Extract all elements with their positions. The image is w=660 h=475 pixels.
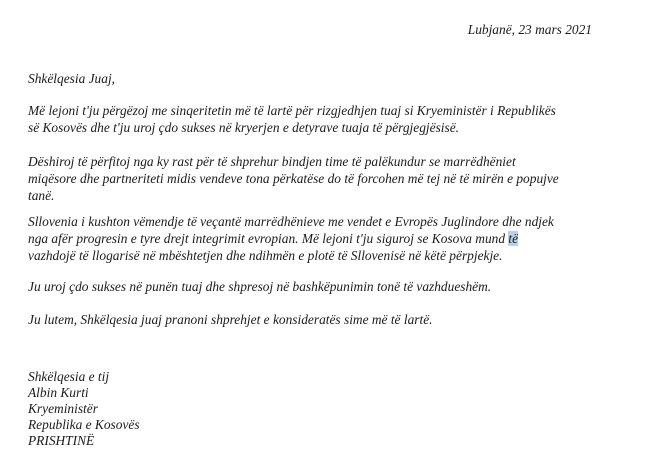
paragraph-line: Më lejoni t'ju përgëzoj me sinqeritetin më të lartë për rizgjedhjen tuaj si Kryeministër i Republikës [28, 103, 556, 118]
paragraph-wishes [28, 278, 628, 295]
paragraph-line: Dëshiroj të përfitoj nga ky rast për të shprehur bindjen time të palëkundur se marrëdhëniet [28, 154, 516, 169]
recipient-line: Republika e Kosovës [28, 417, 140, 432]
paragraph-line: Ju lutem, Shkëlqesia juaj pranoni shprehjet e konsideratës sime më të lartë. [28, 312, 433, 327]
paragraph-southeast-europe [28, 213, 628, 264]
selected-text-highlight: të [508, 231, 519, 246]
letter-date: Lubjanë, 23 mars 2021 [467, 22, 592, 37]
paragraph-closing [28, 311, 628, 328]
salutation-text: Shkëlqesia Juaj, [28, 71, 116, 86]
line-text: nga afër progresin e tyre drejt integrimit evropian. Më lejoni t'ju siguroj se Kosova mund [28, 231, 509, 246]
recipient-line: Shkëlqesia e tij [28, 369, 110, 384]
recipient-city: PRISHTINË [28, 433, 95, 448]
paragraph-line: vazhdojë të llogarisë në mbështetjen dhe ndihmën e plotë të Sllovenisë në këtë përpjekje. [28, 248, 503, 263]
paragraph-line: Ju uroj çdo sukses në punën tuaj dhe shpresoj në bashkëpunimin tonë të vazhdueshëm. [28, 279, 492, 294]
paragraph-line [28, 230, 628, 247]
paragraph-congratulations [28, 102, 628, 136]
paragraph-relations [28, 153, 628, 204]
paragraph-line: Sllovenia i kushton vëmendje të veçantë marrëdhënieve me vendet e Evropës Juglindore dhe ndjek [28, 214, 554, 229]
recipient-line: Kryeministër [28, 401, 98, 416]
paragraph-line: së Kosovës dhe t'ju uroj çdo sukses në kryerjen e detyrave tuaja të përgjegjësisë. [28, 120, 459, 135]
salutation [28, 70, 628, 87]
paragraph-line: miqësore dhe partneriteti midis vendeve tona përkatëse do të forcohen më tej në të mirën e popujve [28, 171, 559, 186]
recipient-name: Albin Kurti [28, 385, 89, 400]
paragraph-line: tanë. [28, 188, 55, 203]
recipient-block [28, 369, 628, 449]
